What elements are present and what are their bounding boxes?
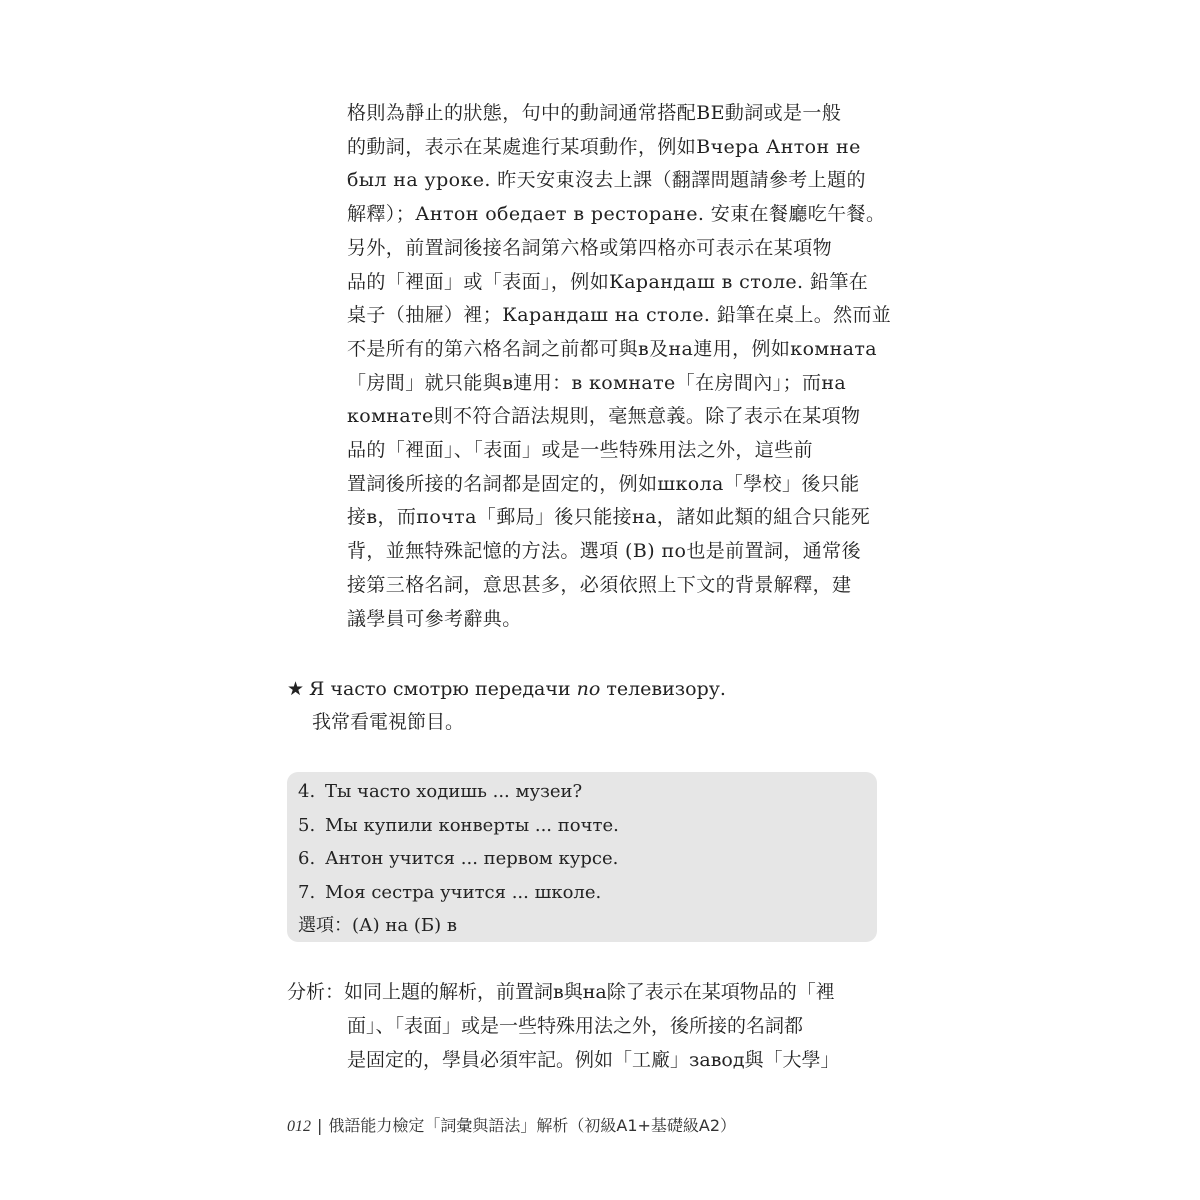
paragraph-line: 桌子（抽屜）裡；Карандаш на столе. 鉛筆在桌上。然而並 <box>347 304 892 327</box>
exercise-item <box>298 775 877 809</box>
example-sentence <box>287 673 726 739</box>
page-footer <box>287 1113 736 1136</box>
paragraph-line: 品的「裡面」或「表面」，例如Карандаш в столе. 鉛筆在 <box>347 270 869 293</box>
exercise-number: 4. <box>298 781 316 802</box>
exercise-item <box>298 876 877 910</box>
example-text-before: Я часто смотрю передачи <box>309 678 577 700</box>
exercise-options: 選項：(А) на (Б) в <box>298 915 457 936</box>
paragraph-line: был на уроке. 昨天安東沒去上課（翻譯問題請參考上題的 <box>347 169 866 192</box>
book-title: 俄語能力檢定「詞彙與語法」解析（初級A1+基礎級A2） <box>328 1116 737 1135</box>
paragraph-line: 置詞後所接的名詞都是固定的，例如школа「學校」後只能 <box>347 472 860 495</box>
exercise-number: 7. <box>298 881 316 903</box>
exercise-item <box>298 809 877 843</box>
star-icon: ★ <box>287 678 305 700</box>
analysis-line: 分析：如同上題的解析，前置詞в與на除了表示在某項物品的「裡 <box>287 981 835 1003</box>
exercise-text: Ты часто ходишь ... музеи? <box>325 781 583 802</box>
analysis-line: 面」、「表面」或是一些特殊用法之外，後所接的名詞都 <box>347 1015 804 1037</box>
paragraph-line: 議學員可參考辭典。 <box>347 607 522 630</box>
paragraph-line: 不是所有的第六格名詞之前都可與в及на連用，例如комната <box>347 337 878 360</box>
paragraph-line: 解釋）；Антон обедает в ресторане. 安東在餐廳吃午餐。 <box>347 203 886 226</box>
paragraph-line: 格則為靜止的狀態，句中的動詞通常搭配BE動詞或是一般 <box>347 102 842 124</box>
exercise-item <box>298 842 877 876</box>
exercise-number: 6. <box>298 848 316 869</box>
paragraph-line: 另外，前置詞後接名詞第六格或第四格亦可表示在某項物 <box>347 236 833 259</box>
exercise-box <box>287 772 877 942</box>
example-russian <box>287 673 726 706</box>
exercise-text: Мы купили конверты ... почте. <box>325 814 619 836</box>
analysis-line: 是固定的，學員必須牢記。例如「工廠」завод與「大學」 <box>347 1049 840 1071</box>
example-emphasis: по <box>576 678 601 700</box>
page-number: 012 <box>287 1118 311 1135</box>
paragraph-line: 品的「裡面」、「表面」或是一些特殊用法之外，這些前 <box>347 439 814 462</box>
paragraph-line: 背，並無特殊記憶的方法。選項 (B) по也是前置詞，通常後 <box>347 540 861 563</box>
analysis-section <box>287 975 887 1077</box>
example-translation: 我常看電視節目。 <box>312 711 465 733</box>
paragraph-line: 「房間」就只能與в連用：в комнате「在房間內」；而на <box>347 371 847 394</box>
exercise-number: 5. <box>298 814 316 836</box>
exercise-text: Моя сестра учится ... школе. <box>325 881 602 903</box>
footer-separator: | <box>317 1116 323 1135</box>
paragraph-line: комнате則不符合語法規則，毫無意義。除了表示在某項物 <box>347 405 861 428</box>
paragraph-line: 接в，而почта「郵局」後只能接на，諸如此類的組合只能死 <box>347 506 871 529</box>
explanation-paragraph <box>347 97 892 636</box>
paragraph-line: 的動詞，表示在某處進行某項動作，例如Вчера Антон не <box>347 135 861 158</box>
exercise-text: Антон учится ... первом курсе. <box>325 848 619 869</box>
example-text-after: телевизору. <box>600 678 726 700</box>
paragraph-line: 接第三格名詞，意思甚多，必須依照上下文的背景解釋，建 <box>347 573 852 596</box>
